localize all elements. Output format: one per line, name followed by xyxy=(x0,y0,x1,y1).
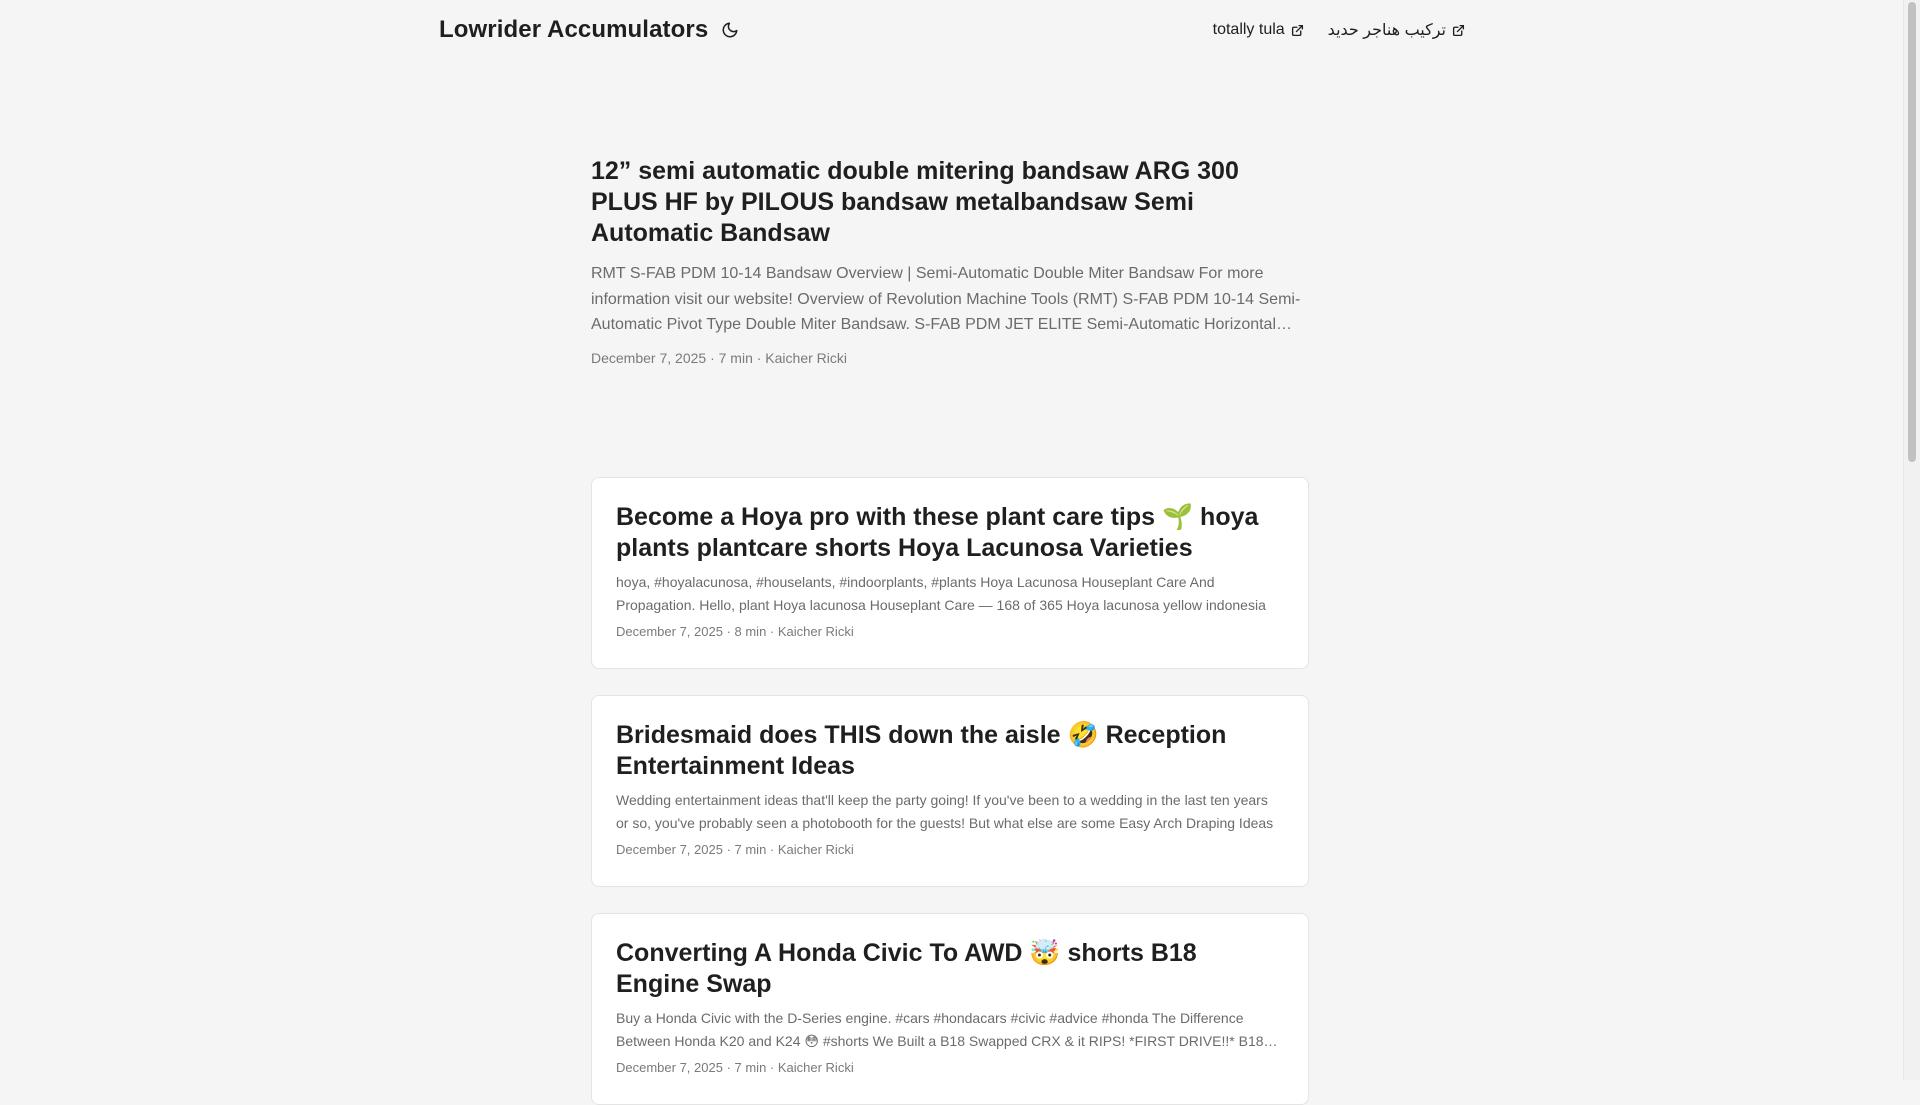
post-card-title[interactable]: Converting A Honda Civic To AWD 🤯 shorts B18 Engine Swap xyxy=(616,939,1197,998)
featured-post-meta: December 7, 2025 · 7 min · Kaicher Ricki xyxy=(591,349,847,366)
scrollbar-thumb[interactable] xyxy=(1908,2,1916,462)
featured-post[interactable] xyxy=(591,156,1311,366)
menu-link-label: تركيب هناجر حديد xyxy=(1327,22,1446,39)
post-card-summary: hoya, #hoyalacunosa, #houselants, #indoorplants, #plants Hoya Lacunosa Houseplant Care And Propagation. Hello, plant Hoya lacunosa Houseplant Care — 168 of 365 Hoya lacunosa yellow indonesia xyxy=(616,574,1266,613)
post-card-meta: December 7, 2025 · 8 min · Kaicher Ricki xyxy=(616,624,854,639)
menu-link-hangar-installation[interactable] xyxy=(1328,20,1465,40)
post-card[interactable] xyxy=(591,913,1309,1105)
page-scrollbar[interactable] xyxy=(1903,0,1920,1080)
post-card-title[interactable]: Become a Hoya pro with these plant care tips 🌱 hoya plants plantcare shorts Hoya Lacunosa Varieties xyxy=(616,503,1259,562)
theme-toggle-button[interactable] xyxy=(718,18,742,42)
site-header xyxy=(439,0,1465,60)
post-card-meta: December 7, 2025 · 7 min · Kaicher Ricki xyxy=(616,1060,854,1075)
menu-link-label: totally tula xyxy=(1212,21,1285,38)
menu-link-totally-tula[interactable] xyxy=(1213,21,1304,39)
post-card-title[interactable]: Bridesmaid does THIS down the aisle 🤣 Reception Entertainment Ideas xyxy=(616,721,1227,780)
moon-icon xyxy=(721,21,739,39)
external-link-icon xyxy=(1291,24,1304,37)
featured-post-summary: RMT S-FAB PDM 10-14 Bandsaw Overview | Semi-Automatic Double Miter Bandsaw For more information visit our website! Overview of Revolution Machine Tools (RMT) S-FAB PDM 10-14 Semi-Automatic Pivot Type Double Miter Bandsaw. S-FAB PDM JET ELITE Semi-Automatic Horizontal xyxy=(591,265,1301,333)
site-logo[interactable]: Lowrider Accumulators xyxy=(439,16,709,43)
post-card[interactable] xyxy=(591,695,1309,887)
post-card[interactable] xyxy=(591,477,1309,669)
featured-post-title[interactable]: 12” semi automatic double mitering bandsaw ARG 300 PLUS HF by PILOUS bandsaw metalbandsaw Semi Automatic Bandsaw xyxy=(591,157,1239,247)
post-card-summary: Buy a Honda Civic with the D-Series engine. #cars #hondacars #civic #advice #honda The Difference Between Honda K20 and K24 😳 #shorts We Built a B18 Swapped CRX & it RIPS! *FIRST DRIVE!!* B18 xyxy=(616,1010,1264,1049)
site-menu xyxy=(1213,20,1465,40)
logo-switches xyxy=(439,16,742,44)
post-card-meta: December 7, 2025 · 7 min · Kaicher Ricki xyxy=(616,842,854,857)
external-link-icon xyxy=(1452,24,1465,37)
post-card-summary: Wedding entertainment ideas that'll keep the party going! If you've been to a wedding in the last ten years or so, you've probably seen a photobooth for the guests! But what else are some Easy Arch Draping Ideas xyxy=(616,792,1274,831)
